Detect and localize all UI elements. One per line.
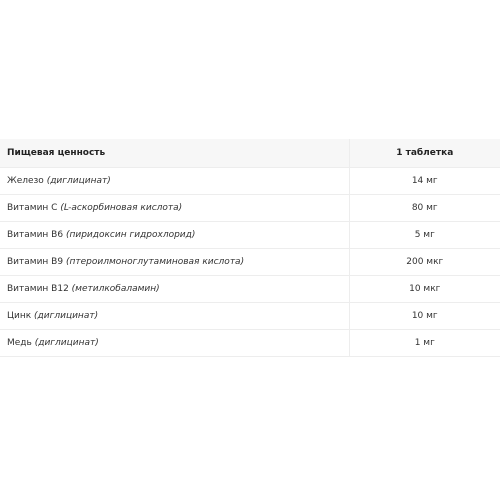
nutrient-cell <box>0 194 349 221</box>
table-row <box>0 221 500 248</box>
table-body <box>0 167 500 356</box>
table-row <box>0 302 500 329</box>
nutrient-form: (птероилмоноглутаминовая кислота) <box>65 256 245 267</box>
header-row <box>0 139 500 167</box>
nutrient-name: Витамин В9 <box>7 256 64 267</box>
nutrient-cell <box>0 248 349 275</box>
table-row <box>0 194 500 221</box>
nutrient-form: (метилкобаламин) <box>71 283 160 294</box>
nutrient-name: Витамин С <box>7 202 58 213</box>
header-serving: 1 таблетка <box>396 147 454 158</box>
nutrient-form: (пиридоксин гидрохлорид) <box>65 229 196 240</box>
header-nutrient: Пищевая ценность <box>0 139 349 167</box>
table-row <box>0 275 500 302</box>
nutrient-cell <box>0 302 349 329</box>
nutrient-cell <box>0 329 349 356</box>
nutrient-name: Витамин В6 <box>7 229 64 240</box>
nutrient-form: (диглицинат) <box>46 175 111 186</box>
nutrient-form: (диглицинат) <box>34 337 99 348</box>
nutrient-cell <box>0 167 349 194</box>
nutrient-amount: 1 мг <box>414 337 435 348</box>
nutrient-name: Цинк <box>7 310 32 321</box>
nutrient-name: Медь <box>7 337 32 348</box>
nutrient-amount: 10 мкг <box>409 283 441 294</box>
table-row <box>0 329 500 356</box>
table-header <box>0 139 500 167</box>
nutrient-amount: 14 мг <box>411 175 438 186</box>
nutrient-amount: 200 мкг <box>406 256 444 267</box>
nutrition-table <box>0 139 500 357</box>
table-row <box>0 248 500 275</box>
nutrient-cell <box>0 221 349 248</box>
nutrient-amount: 10 мг <box>411 310 438 321</box>
nutrient-name: Железо <box>7 175 44 186</box>
nutrient-form: (диглицинат) <box>34 310 99 321</box>
nutrient-amount: 5 мг <box>414 229 435 240</box>
nutrient-cell <box>0 275 349 302</box>
nutrient-amount: 80 мг <box>411 202 438 213</box>
table-row <box>0 167 500 194</box>
nutrient-name: Витамин В12 <box>7 283 69 294</box>
nutrient-form: (L-аскорбиновая кислота) <box>60 202 183 213</box>
